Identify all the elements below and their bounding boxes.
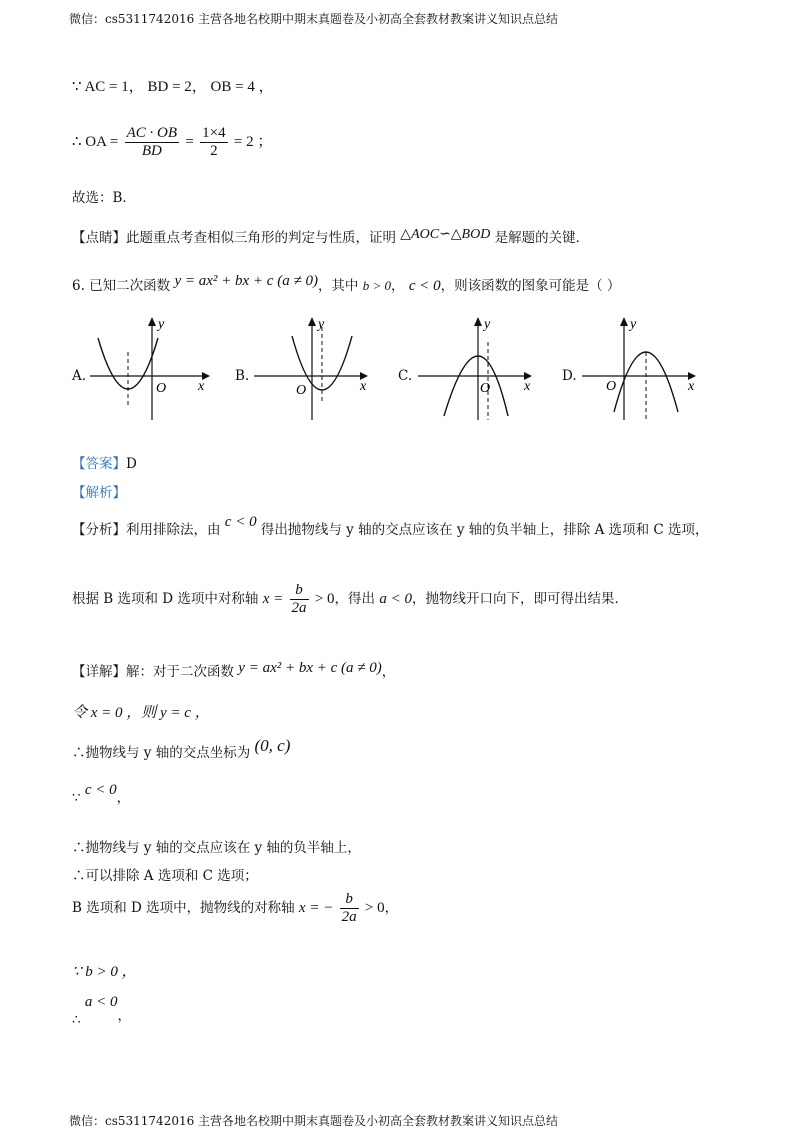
detail-line-9: ∴ a < 0，	[72, 994, 132, 1028]
given-line: ∵ AC = 1， BD = 2， OB = 4 ，	[72, 79, 274, 95]
option-b-x-label: x	[360, 379, 367, 394]
detail-label: 【详解】	[72, 664, 126, 680]
fenxi-axis-num: b	[290, 582, 309, 600]
option-d-y-label: y	[630, 317, 637, 332]
option-a-y-label: y	[158, 317, 165, 332]
question-6: 6. 已知二次函数 y = ax² + bx + c (a ≠ 0)，其中 b > 0， c < 0，则该函数的图象可能是（ ）	[72, 273, 621, 294]
dianjing-text: 此题重点考查相似三角形的判定与性质，证明	[126, 230, 396, 246]
detail-function: y = ax² + bx + c (a ≠ 0)	[238, 660, 382, 676]
detail-line-3: ∴抛物线与 y 轴的交点坐标为 (0, c)	[72, 736, 291, 761]
option-d-label: D.	[562, 368, 577, 384]
dianjing-label: 【点睛】	[72, 230, 126, 246]
q6-prefix: 6. 已知二次函数	[72, 278, 171, 294]
detail-line-1: 【详解】解：对于二次函数 y = ax² + bx + c (a ≠ 0)，	[72, 660, 396, 680]
q6-function: y = ax² + bx + c (a ≠ 0)	[174, 273, 318, 289]
detail-line-6: ∴可以排除 A 选项和 C 选项；	[72, 868, 258, 884]
option-c-label: C.	[398, 368, 413, 384]
option-a-label: A.	[72, 368, 87, 384]
detail-line-4: ∵ c < 0，	[72, 782, 131, 806]
frac2-denominator: 2	[210, 143, 218, 159]
option-b-label: B.	[235, 368, 250, 384]
dianjing-line	[72, 226, 589, 246]
option-b-graph	[252, 312, 382, 422]
answer-line	[72, 452, 137, 472]
detail-axis-den: 2a	[341, 909, 357, 925]
option-a-graph	[88, 312, 218, 422]
q6-tail: ，则该函数的图象可能是（ ）	[440, 278, 621, 294]
fenxi-axis-den: 2a	[291, 600, 307, 616]
detail-a-neg: a < 0	[84, 994, 118, 1010]
q6-cond-b: b > 0	[362, 278, 392, 293]
option-c-x-label: x	[524, 379, 531, 394]
detail-c-neg: c < 0	[84, 782, 117, 798]
detail-line-5: ∴抛物线与 y 轴的交点应该在 y 轴的负半轴上，	[72, 840, 361, 856]
fenxi-math-c: c < 0	[224, 514, 257, 530]
detail-axis-num: b	[340, 891, 359, 909]
option-c-y-label: y	[484, 317, 491, 332]
fenxi-line-1: 【分析】利用排除法，由 c < 0 得出抛物线与 y 轴的交点应该在 y 轴的负半轴上，排除 A 选项和 C 选项，	[72, 514, 709, 538]
option-c-graph	[416, 312, 546, 422]
dianjing-tail: 是解题的关键．	[494, 230, 590, 246]
fenxi-line-2: 根据 B 选项和 D 选项中对称轴 x = $\frac{b}{2a}$ > 0，得出 a < 0，抛物线开口向下，即可得出结果．	[72, 582, 628, 616]
fenxi-math-a: a < 0	[379, 591, 412, 607]
option-d-graph	[580, 312, 710, 422]
fenxi-label: 【分析】	[72, 522, 126, 538]
option-c-origin: O	[480, 381, 491, 396]
option-a-x-label: x	[198, 379, 205, 394]
answer-value: D	[126, 456, 137, 472]
option-d-x-label: x	[688, 379, 695, 394]
detail-line-2: 令 x = 0 ，则 y = c ，	[72, 705, 210, 721]
option-b-y-label: y	[318, 317, 325, 332]
page-footer: 微信：cs5311742016 主营各地名校期中期末真题卷及小初高全套教材教案讲义知识点总结	[69, 1114, 559, 1128]
option-a-origin: O	[156, 381, 167, 396]
frac1-numerator: AC · OB	[126, 125, 178, 141]
frac1-denominator: BD	[141, 143, 162, 159]
q6-mid: ，其中	[317, 278, 359, 294]
q6-cond-c: c < 0	[408, 278, 441, 294]
detail-line-8: ∵ b > 0 ，	[72, 964, 137, 980]
detail-intercept: (0, c)	[254, 736, 291, 755]
prev-choice: 故选：B．	[72, 190, 136, 206]
oa-prefix: ∴ OA =	[72, 134, 119, 150]
oa-equation: ∴ OA = $\frac{AC \cdot OB}{BD}$ = $\frac{1\times 4}{2}$ = 2 ；	[72, 125, 273, 159]
dianjing-math: △AOC∽△BOD	[400, 227, 491, 242]
page-header: 微信：cs5311742016 主营各地名校期中期末真题卷及小初高全套教材教案讲义知识点总结	[69, 12, 559, 26]
frac2-numerator: 1×4	[202, 125, 226, 141]
answer-label: 【答案】	[72, 456, 126, 472]
option-b-origin: O	[296, 383, 307, 398]
detail-line-7: B 选项和 D 选项中，抛物线的对称轴 x = − $\frac{b}{2a}$ > 0，	[72, 891, 399, 925]
analysis-label: 【解析】	[72, 485, 126, 501]
detail-axis-prefix: x = −	[298, 900, 334, 916]
fenxi-axis-prefix: x =	[262, 591, 284, 607]
oa-result: = 2 ；	[233, 134, 273, 150]
option-d-origin: O	[606, 379, 617, 394]
